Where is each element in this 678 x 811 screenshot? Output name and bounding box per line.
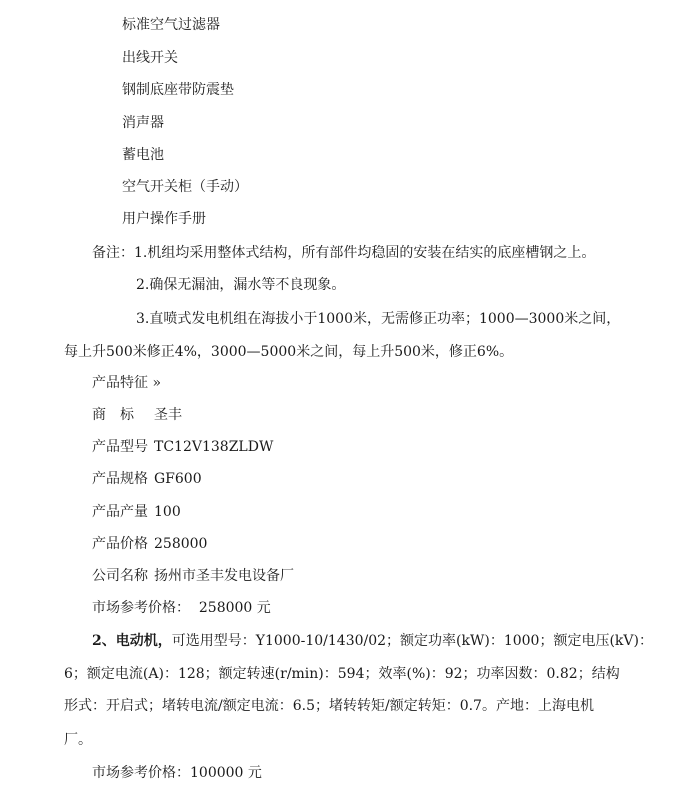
- company-row: [92, 566, 294, 586]
- brand-row: [92, 405, 182, 425]
- model-value: TC12V138ZLDW: [154, 439, 274, 455]
- price-value: 258000: [154, 536, 208, 552]
- output-row: [92, 502, 181, 522]
- note-3-line2: 每上升500米修正4%，3000—5000米之间，每上升500米，修正6%。: [64, 344, 514, 360]
- motor-line4: 厂。: [64, 732, 92, 748]
- company-label: 公司名称: [92, 568, 148, 584]
- note-3-line1: 3.直喷式发电机组在海拔小于1000米，无需修正功率；1000—3000米之间，: [136, 311, 621, 327]
- list-item: 标准空气过滤器: [122, 17, 220, 33]
- brand-value: 圣丰: [154, 407, 182, 423]
- list-item: 蓄电池: [122, 147, 164, 163]
- motor-line2: 6；额定电流(A)：128；额定转速(r/min)：594；效率(%)：92；功率因数：0.82；结构: [64, 666, 620, 682]
- list-item: 钢制底座带防震垫: [122, 82, 234, 98]
- output-value: 100: [154, 504, 181, 520]
- note-1: [92, 243, 595, 263]
- spec-value: GF600: [154, 471, 202, 487]
- note-prefix: 备注：: [92, 245, 134, 261]
- model-row: [92, 437, 273, 457]
- company-value: 扬州市圣丰发电设备厂: [154, 568, 294, 584]
- list-item: 用户操作手册: [122, 211, 206, 227]
- spec-label: 产品规格: [92, 471, 148, 487]
- motor-title: 2、电动机，: [92, 633, 172, 649]
- brand-label: 商 标: [92, 407, 134, 423]
- features-heading: 产品特征 »: [92, 375, 162, 391]
- motor-line3: 形式：开启式；堵转电流/额定电流：6.5；堵转转矩/额定转矩：0.7。产地：上海电机: [64, 698, 594, 714]
- motor-line1: [92, 631, 653, 651]
- note-2: 2.确保无漏油，漏水等不良现象。: [136, 277, 346, 293]
- price-row: [92, 534, 207, 554]
- model-label: 产品型号: [92, 439, 148, 455]
- list-item: 出线开关: [122, 50, 178, 66]
- spec-row: [92, 469, 202, 489]
- market-price: 市场参考价格： 258000 元: [92, 600, 271, 616]
- list-item: 消声器: [122, 115, 164, 131]
- motor-line1-text: 可选用型号：Y1000-10/1430/02；额定功率(kW)：1000；额定电压(kV)：: [171, 633, 653, 649]
- list-item: 空气开关柜（手动）: [122, 179, 248, 195]
- output-label: 产品产量: [92, 504, 148, 520]
- market-price-motor: 市场参考价格：100000 元: [92, 765, 262, 781]
- note-1-text: 1.机组均采用整体式结构，所有部件均稳固的安装在结实的底座槽钢之上。: [134, 245, 596, 261]
- price-label: 产品价格: [92, 536, 148, 552]
